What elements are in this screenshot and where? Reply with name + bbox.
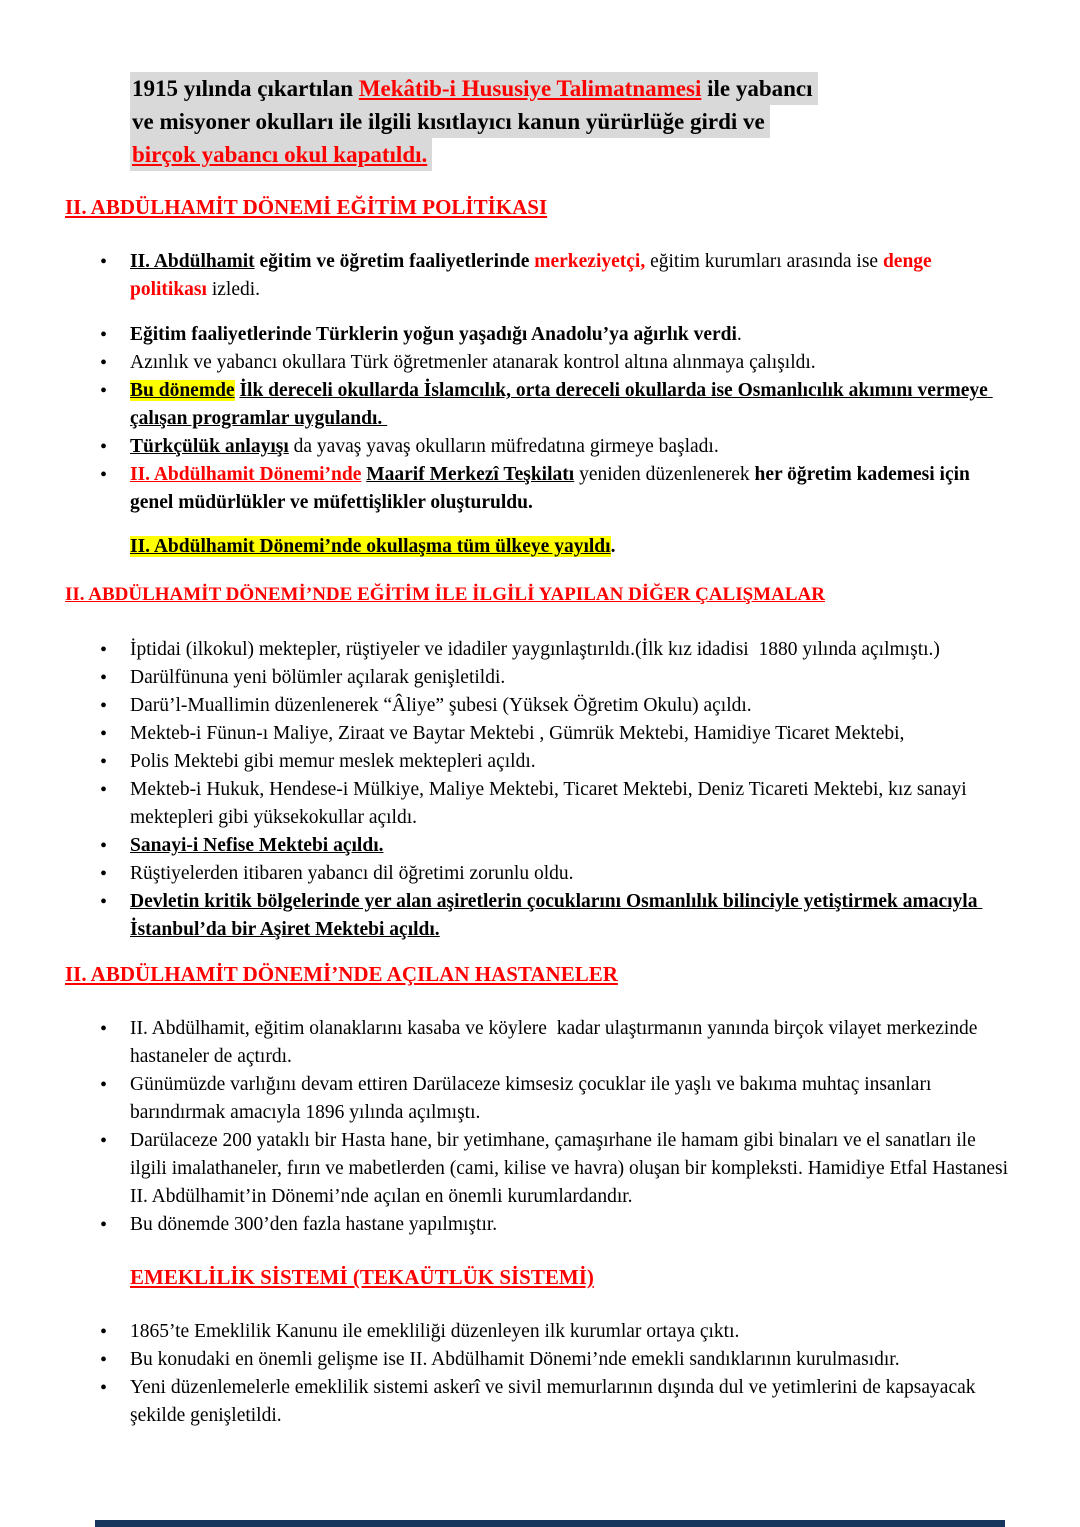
- text-run: denge politikası: [130, 251, 937, 300]
- page-bottom-bar: [95, 1520, 1005, 1527]
- text-run: Azınlık ve yabancı okullara Türk öğretmenler atanarak kontrol altına alınmaya çalışıldı.: [130, 352, 816, 373]
- text-run: Mekteb-i Fünun-ı Maliye, Ziraat ve Baytar Mektebi , Gümrük Mektebi, Hamidiye Ticaret Mektebi,: [130, 723, 905, 744]
- list-item: [130, 664, 1010, 692]
- intro-line: [130, 72, 818, 105]
- text-run: Maarif Merkezî Teşkilatı: [366, 464, 575, 485]
- list-item: [130, 748, 1010, 776]
- text-run: merkeziyetçi,: [534, 251, 646, 272]
- text-run: izledi.: [206, 279, 261, 300]
- list-item: [130, 1015, 1010, 1071]
- list-item: [130, 1374, 1010, 1430]
- text-run: İptidai (ilkokul) mektepler, rüştiyeler ve idadiler yaygınlaştırıldı.(İlk kız idadisi 1880 yılında açılmıştı.): [130, 639, 940, 660]
- list-item: [130, 888, 1010, 944]
- list-item: [130, 349, 1010, 377]
- text-run: Darülaceze 200 yataklı bir Hasta hane, bir yetimhane, çamaşırhane ile hamam gibi binaları ve el sanatları ile ilgili imalathaneler, fırın ve mabetlerden (cami, kilise ve havra) oluşan bir kompleksti. Hamidiye Etfal Hastanesi II. Abdülhamit’in Dönemi’nde açılan en önemli kurumlardandır.: [130, 1130, 1013, 1207]
- heading-diger-calismalar: II. ABDÜLHAMİT DÖNEMİ’NDE EĞİTİM İLE İLGİLİ YAPILAN DİĞER ÇALIŞMALAR: [65, 584, 825, 605]
- text-run: Bu konudaki en önemli gelişme ise II. Abdülhamit Dönemi’nde emekli sandıklarının kurulmasıdır.: [130, 1349, 900, 1370]
- text-run: birçok yabancı okul kapatıldı.: [132, 142, 428, 167]
- text-run: Mekteb-i Hukuk, Hendese-i Mülkiye, Maliye Mektebi, Ticaret Mektebi, Deniz Ticareti Mektebi, kız sanayi mektepleri gibi yüksekokullar açıldı.: [130, 779, 972, 828]
- text-run: Günümüzde varlığını devam ettiren Darülaceze kimsesiz çocuklar ile yaşlı ve bakıma muhtaç insanları barındırmak amacıyla 1896 yılında açılmıştı.: [130, 1074, 937, 1123]
- text-run: II. Abdülhamit Dönemi’nde okullaşma tüm ülkeye yayıldı: [130, 536, 611, 557]
- text-run: eğitim kurumları arasında ise: [645, 251, 883, 272]
- list-item: [130, 248, 1010, 304]
- list-egitim-politikasi: [0, 248, 1010, 517]
- text-run: Bu dönemde: [130, 380, 235, 401]
- text-run: ile yabancı: [701, 76, 813, 101]
- text-run: Yeni düzenlemelerle emeklilik sistemi askerî ve sivil memurlarının dışında dul ve yetimlerini de kapsayacak şekilde genişletildi.: [130, 1377, 981, 1426]
- text-run: Bu dönemde 300’den fazla hastane yapılmıştır.: [130, 1214, 498, 1235]
- text-run: Sanayi-i Nefise Mektebi açıldı.: [130, 835, 384, 856]
- list-item: [130, 377, 1010, 433]
- text-run: 1915 yılında çıkartılan: [132, 76, 359, 101]
- list-item: [130, 832, 1010, 860]
- text-run: İlk dereceli okullarda İslamcılık, orta dereceli okullarda ise Osmanlıcılık akımını vermeye çalışan programlar uygulandı.: [130, 380, 993, 429]
- text-run: yeniden düzenlenerek: [574, 464, 755, 485]
- list-item: [130, 776, 1010, 832]
- list-emeklilik: [0, 1318, 1010, 1430]
- list-item: [130, 1318, 1010, 1346]
- intro-line: [130, 138, 432, 171]
- intro-paragraph: [130, 72, 1020, 171]
- list-item: [130, 636, 1010, 664]
- text-run: Mekâtib-i Hususiye Talimatnamesi: [358, 76, 702, 101]
- text-run: II. Abdülhamit Dönemi’nde: [130, 464, 362, 485]
- list-item: [130, 461, 1010, 517]
- list-item: [130, 1127, 1013, 1211]
- text-run: Darü’l-Muallimin düzenlenerek “Âliye” şubesi (Yüksek Öğretim Okulu) açıldı.: [130, 695, 752, 716]
- text-run: II. Abdülhamit, eğitim olanaklarını kasaba ve köylere kadar ulaştırmanın yanında birçok vilayet merkezinde hastaneler de açtırdı.: [130, 1018, 983, 1067]
- text-run: Darülfünuna yeni bölümler açılarak genişletildi.: [130, 667, 506, 688]
- text-run: Eğitim faaliyetlerinde Türklerin yoğun yaşadığı Anadolu’ya ağırlık verdi: [130, 324, 737, 345]
- text-run: her öğretim kademesi için genel müdürlükler ve müfettişlikler oluşturuldu.: [130, 464, 975, 513]
- note-okullasma: [130, 533, 1010, 561]
- heading-acilan-hastaneler: II. ABDÜLHAMİT DÖNEMİ’NDE AÇILAN HASTANELER: [65, 962, 618, 986]
- list-hastaneler: [0, 1015, 1013, 1239]
- list-item: [130, 321, 1010, 349]
- list-item: [130, 1346, 1010, 1374]
- list-item: [130, 1211, 1010, 1239]
- list-item: [130, 1071, 1010, 1127]
- text-run: 1865’te Emeklilik Kanunu ile emekliliği düzenleyen ilk kurumlar ortaya çıktı.: [130, 1321, 740, 1342]
- text-run: .: [736, 324, 742, 345]
- text-run: Rüştiyelerden itibaren yabancı dil öğretimi zorunlu oldu.: [130, 863, 574, 884]
- list-item: [130, 433, 1010, 461]
- text-run: II. Abdülhamit: [130, 251, 255, 272]
- heading-emeklilik-sistemi: EMEKLİLİK SİSTEMİ (TEKAÜTLÜK SİSTEMİ): [130, 1265, 594, 1289]
- text-run: .: [610, 536, 616, 557]
- list-item: [130, 692, 1010, 720]
- text-run: Polis Mektebi gibi memur meslek mektepleri açıldı.: [130, 751, 536, 772]
- heading-egitim-politikasi: II. ABDÜLHAMİT DÖNEMİ EĞİTİM POLİTİKASI: [65, 195, 548, 219]
- text-run: Devletin kritik bölgelerinde yer alan aşiretlerin çocuklarını Osmanlılık bilinciyle yetiştirmek amacıyla İstanbul’da bir Aşiret Mektebi açıldı.: [130, 891, 983, 940]
- intro-line: [130, 105, 770, 138]
- text-run: eğitim ve öğretim faaliyetlerinde: [254, 251, 535, 272]
- list-item: [130, 860, 1010, 888]
- list-item: [130, 720, 1010, 748]
- text-run: Türkçülük anlayışı: [130, 436, 289, 457]
- text-run: da yavaş yavaş okulların müfredatına girmeye başladı.: [288, 436, 719, 457]
- text-run: ve misyoner okulları ile ilgili kısıtlayıcı kanun yürürlüğe girdi ve: [132, 109, 765, 134]
- list-diger-calismalar: [0, 636, 1010, 944]
